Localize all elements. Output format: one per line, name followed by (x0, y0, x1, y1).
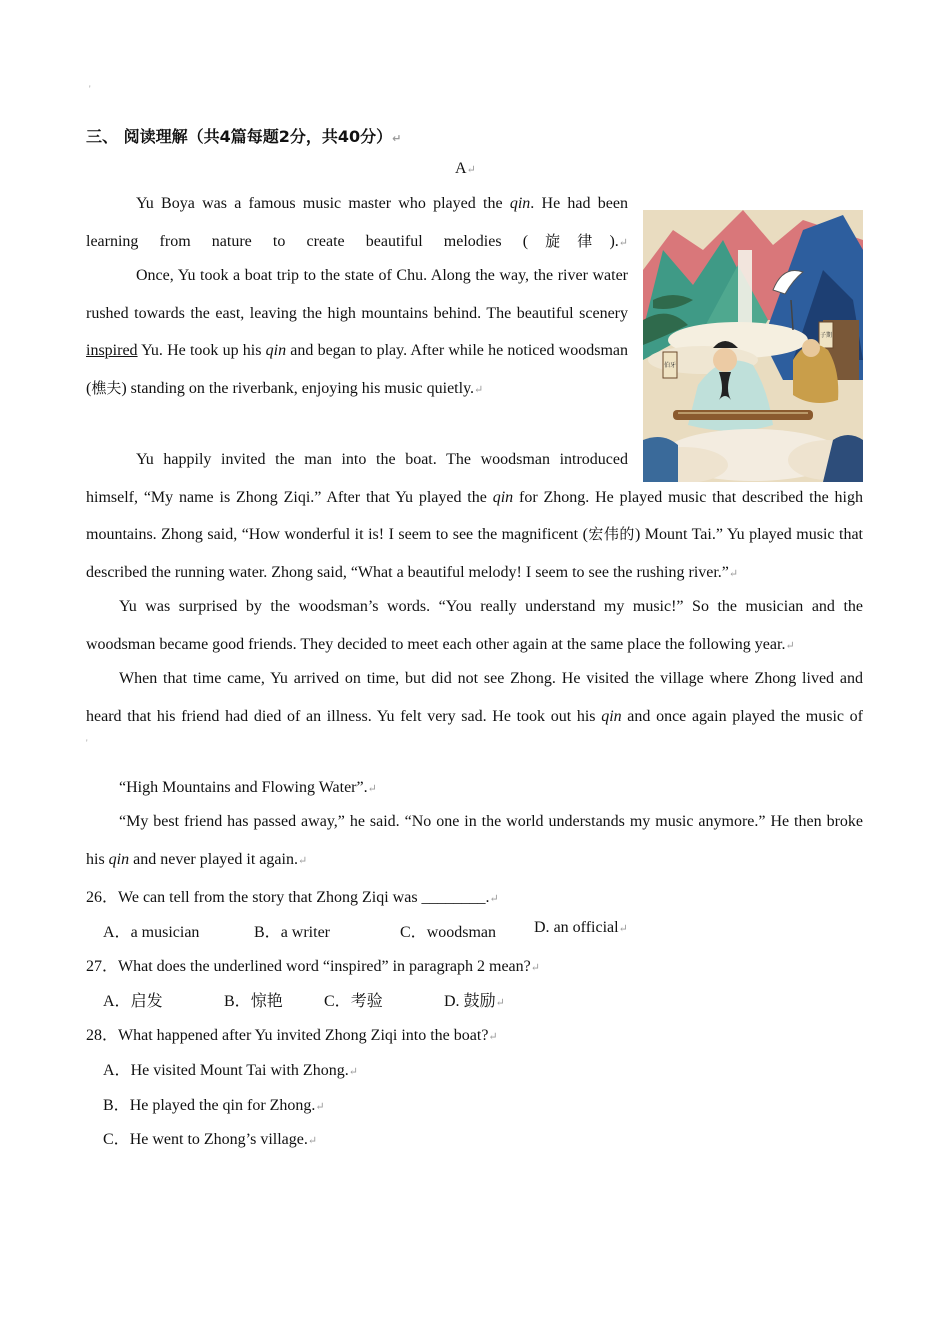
passage-paragraph-3: Yu happily invited the man into the boat. The woodsman introduced himself, “My name is Zhong Ziqi.” After that Yu played the qin for Zhong. He played music that described the high mountains. Zhong said, “How wonderful it is! I seem to see the magnificent (宏伟的) Mount Tai.” Yu played music that described the running water. Zhong said, “What a beautiful melody! I seem to see the rushing river.”↵ (86, 451, 863, 581)
section-heading-text: 三、 阅读理解（共4篇每题2分，共40分） (86, 127, 393, 146)
illustration-label-ziqi: 子期 (820, 332, 833, 339)
question-28-stem: 28．What happened after Yu invited Zhong Ziqi into the boat?↵ (86, 1027, 498, 1044)
passage-paragraph-1: Yu Boya was a famous music master who played the qin. He had been learning from nature to create beautiful melodies (旋律).↵ (86, 195, 628, 250)
passage-label-text: A (455, 160, 467, 177)
passage-label: A↵ (455, 160, 476, 177)
p1-line-1: Yu Boya was a famous music master who played the qin. He had been (136, 195, 628, 212)
p5b-text: “High Mountains and Flowing Water”. (119, 779, 368, 796)
question-27-option-b[interactable]: B．惊艳 (224, 991, 283, 1010)
p4-text: Yu was surprised by the woodsman’s words. “You really understand my music!” So the musician and the woodsman became good friends. They decided to meet each other again at the same place the following year. (86, 598, 863, 653)
question-27-option-a[interactable]: A．启发 (103, 991, 163, 1010)
passage-paragraph-5-continued: “High Mountains and Flowing Water”.↵ (119, 779, 377, 796)
question-26-option-a[interactable]: A．a musician (103, 924, 200, 941)
question-28-option-b[interactable]: B．He played the qin for Zhong.↵ (103, 1097, 325, 1114)
question-27-option-c[interactable]: C．考验 (324, 991, 383, 1010)
question-28-option-a[interactable]: A．He visited Mount Tai with Zhong.↵ (103, 1062, 358, 1079)
question-26-option-c[interactable]: C．woodsman (400, 924, 497, 941)
illustration-label-boya: 伯牙 (664, 362, 677, 369)
question-26-stem: 26．We can tell from the story that Zhong Ziqi was ________.↵ (86, 889, 499, 906)
passage-paragraph-6: “My best friend has passed away,” he said. “No one in the world understands my music anymore.” He then broke his qin and never played it again.↵ (86, 813, 863, 868)
section-heading: 三、 阅读理解（共4篇每题2分，共40分）↵ (86, 127, 402, 146)
passage-paragraph-5: When that time came, Yu arrived on time, but did not see Zhong. He visited the village where Zhong lived and heard that his friend had died of an illness. Yu felt very sad. He took out his qin and once again played the music of (86, 670, 863, 725)
passage-paragraph-2: Once, Yu took a boat trip to the state of Chu. Along the way, the river water rushed towards the east, leaving the high mountains behind. The beautiful scenery inspired Yu. He took up his qin and began to play. After while he noticed woodsman (樵夫) standing on the riverbank, enjoying his music quietly.↵ (86, 267, 628, 397)
question-26-option-b[interactable]: B．a writer (254, 924, 330, 941)
question-27-option-d[interactable]: D. 鼓励↵ (444, 991, 505, 1010)
passage-paragraph-4: Yu was surprised by the woodsman’s words. “You really understand my music!” So the musician and the woodsman became good friends. They decided to meet each other again at the same place the following year.↵ (86, 598, 863, 653)
paragraph-mark: ' (86, 738, 88, 748)
question-27-stem: 27．What does the underlined word “inspired” in paragraph 2 mean?↵ (86, 958, 540, 975)
paragraph-mark: ' (89, 84, 91, 94)
question-28-option-c[interactable]: C．He went to Zhong’s village.↵ (103, 1131, 318, 1148)
question-26-option-d[interactable]: D. an official↵ (534, 919, 628, 936)
